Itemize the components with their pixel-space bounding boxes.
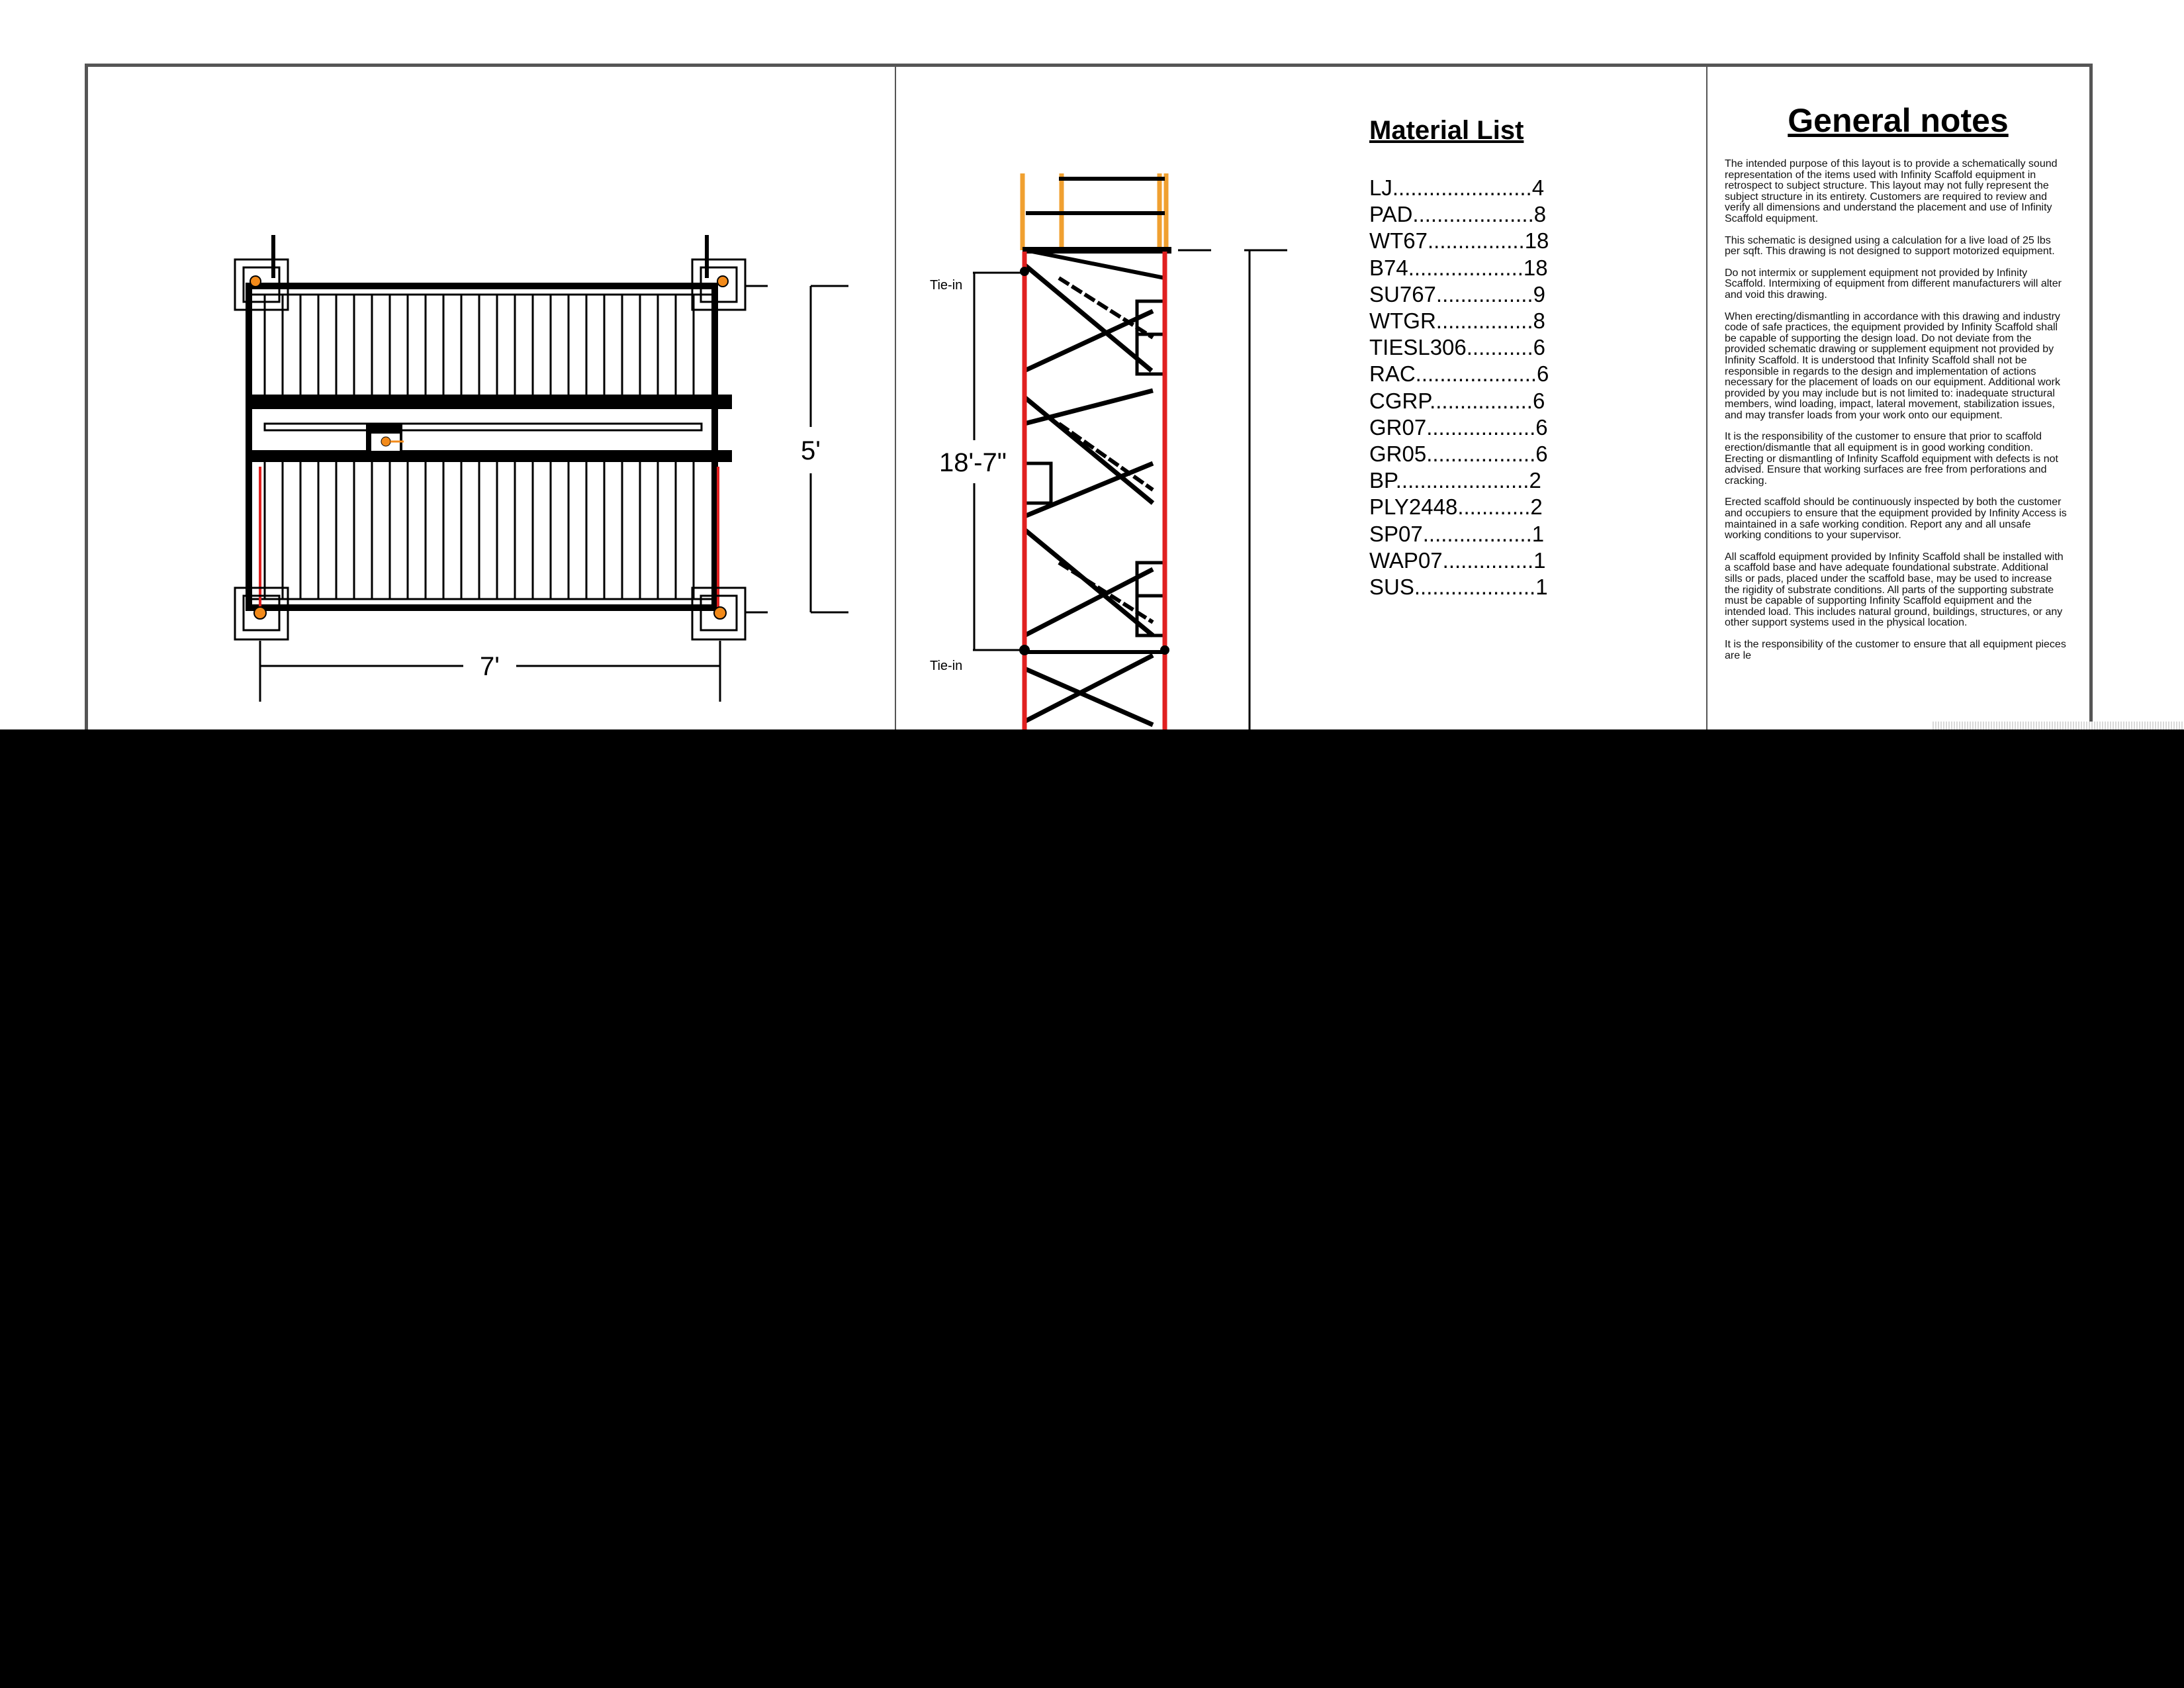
material-list-item: WTGR................8	[1369, 308, 1545, 334]
tie-in-node	[1160, 645, 1169, 655]
material-list-item: LJ.......................4	[1369, 175, 1545, 200]
plan-view	[235, 235, 848, 702]
notes-fade-overlay	[1933, 722, 2184, 729]
note-paragraph: All scaffold equipment provided by Infinity Scaffold shall be installed with a scaffold base and have adequate foundational substrate. Additional sills or pads, placed under the scaffold base, may be used to increase the rigidity of substrate conditions. All parts of the supporting substrate must be capable of supporting Infinity Scaffold equipment and the intended load. This includes natural ground, buildings, structures, or any other support systems used in the physical location.	[1725, 551, 2064, 629]
material-list-item: SU767................9	[1369, 281, 1545, 306]
plan-corner-tr	[692, 235, 745, 310]
depth-dimension-label: 5'	[801, 436, 821, 465]
material-list-item: CGRP.................6	[1369, 388, 1545, 413]
note-paragraph: Erected scaffold should be continuously inspected by both the customer and occupiers to ensure that the equipment provided by Infinity Access is maintained in a safe working condition. Report any and all unsafe working conditions to your supervisor.	[1725, 496, 2067, 541]
note-paragraph: It is the responsibility of the customer to ensure that all equipment pieces are le	[1725, 638, 2066, 661]
plan-hatch-point	[381, 437, 390, 446]
material-list-item: SUS....................1	[1369, 575, 1548, 600]
plan-deck-boards-top	[265, 295, 694, 395]
material-list-item: RAC....................6	[1369, 361, 1549, 387]
plan-hatch-beam	[265, 424, 702, 430]
plan-corner-tl	[235, 235, 288, 310]
tie-in-label-top: Tie-in	[930, 278, 963, 293]
note-paragraph: This schematic is designed using a calculation for a live load of 25 lbs per sqft. This drawing is not designed to support motorized equipment.	[1725, 234, 2055, 258]
material-list-item: GR07..................6	[1369, 414, 1548, 440]
tie-in-node	[1020, 267, 1029, 276]
note-paragraph: When erecting/dismantling in accordance with this drawing and industry code of safe practices, the equipment provided by Infinity Scaffold shall be capable of supporting the design load. Do not deviate from the provided schematic drawing or supplement equipment not provided by Infinity Scaffold. It is understood that Infinity Scaffold shall not be responsible in regards to the design and implementation of actions necessary for the placement of loads on our equipment. Additional work provided by you may include but is not limited to: inadequate structural members, wind loading, impact, lateral movement, stabilization issues, and may transfer loads from your work onto our equipment.	[1725, 310, 2060, 421]
material-list-title: Material List	[1369, 116, 1524, 145]
height-dimension-label: 18'-7"	[939, 448, 1007, 477]
plan-middle-beam-top	[249, 395, 732, 409]
note-paragraph: The intended purpose of this layout is to provide a schematically sound representation of the items used with Infinity Scaffold equipment in retrospect to subject structure. This layout may not fully represent the subject structure in its entirety. Customers are required to review and verify all dimensions and understand the placement and use of Infinity Scaffold equipment.	[1725, 158, 2058, 224]
material-list-item: B74...................18	[1369, 255, 1548, 280]
material-list-item: WAP07...............1	[1369, 547, 1546, 573]
material-list-item: TIESL306...........6	[1369, 335, 1545, 360]
plan-corner-bl	[235, 588, 288, 639]
note-paragraph: Do not intermix or supplement equipment not provided by Infinity Scaffold. Intermixing of equipment from different manufacturers will alter and void this drawing.	[1725, 267, 2062, 301]
material-list	[1369, 175, 1549, 600]
general-notes	[1725, 159, 2069, 672]
width-dimension-label: 7'	[480, 652, 500, 681]
elevation-view	[930, 173, 1287, 729]
material-list-item: PLY2448............2	[1369, 494, 1543, 520]
plan-middle-beam-bottom	[249, 450, 732, 462]
plan-corner-br	[692, 588, 745, 639]
material-list-item: SP07..................1	[1369, 521, 1545, 546]
material-list-item: PAD....................8	[1369, 202, 1547, 227]
general-notes-title: General notes	[1788, 102, 2009, 139]
note-paragraph: It is the responsibility of the customer to ensure that prior to scaffold erection/dismantle that all equipment is in good working condition. Erecting or dismantling of Infinity Scaffold equipment with defects is not advised. Ensure that working surfaces are free from perforations and cracking.	[1725, 431, 2058, 487]
material-list-item: WT67................18	[1369, 228, 1549, 254]
elevation-bracing	[1024, 252, 1165, 725]
tie-in-label-bottom: Tie-in	[930, 659, 963, 673]
drawing-sheet	[0, 0, 2184, 729]
plan-deck-boards-bottom	[265, 462, 694, 599]
material-list-item: GR05..................6	[1369, 442, 1548, 467]
material-list-item: BP......................2	[1369, 468, 1541, 493]
